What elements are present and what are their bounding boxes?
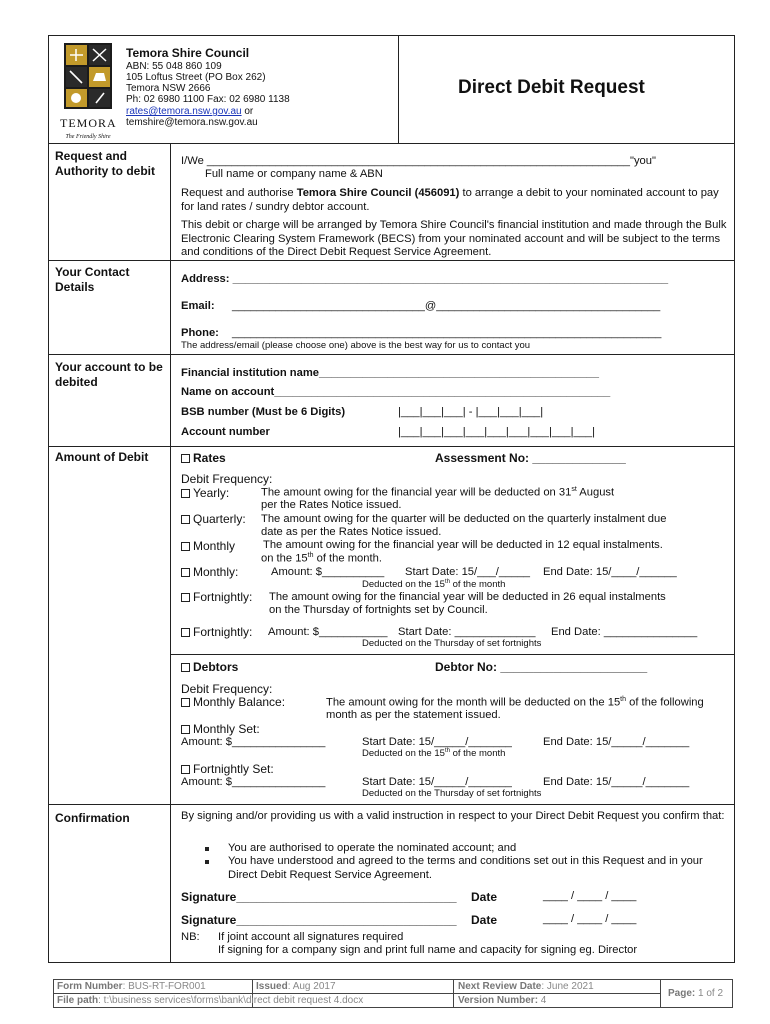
monthly2-note	[362, 579, 505, 590]
confirm-bullet-1: You are authorised to operate the nominated account; and	[228, 842, 517, 854]
monthly2-label: Monthly:	[193, 565, 239, 579]
monthly2-checkbox[interactable]	[181, 568, 190, 577]
date-1-label: Date	[471, 890, 498, 904]
bullet-dot	[205, 860, 209, 864]
signature-1[interactable]: Signature_________________________________	[181, 890, 457, 904]
fortnightly-desc-2: on the Thursday of fortnights set by Council.	[269, 604, 488, 616]
yearly-checkbox[interactable]	[181, 489, 190, 498]
account-number-boxes[interactable]: |___|___|___|___|___|___|___|___|___|	[398, 426, 596, 438]
form-number-value: : BUS-RT-FOR001	[122, 981, 206, 992]
org-name: Temora Shire Council	[126, 46, 250, 60]
email-line	[126, 106, 253, 117]
monthly-desc-2a: on the 15	[261, 552, 308, 565]
request-section-label: Request and Authority to debit	[55, 149, 155, 178]
confirm-bullet-2: You have understood and agreed to the terms and conditions set out in this Request and in your Direct Debit Request Service Agreement.	[228, 855, 703, 881]
confirmation-section-label: Confirmation	[55, 811, 130, 825]
quarterly-label: Quarterly:	[193, 512, 246, 526]
account-section-label: Your account to be debited	[55, 360, 163, 389]
signature-2[interactable]: Signature_________________________________	[181, 913, 457, 927]
fortnightly-option[interactable]	[181, 590, 252, 604]
quarterly-desc: The amount owing for the quarter will be deducted on the quarterly instalment due	[261, 513, 667, 525]
fortnightly2-start[interactable]: Start Date: _____________	[398, 626, 536, 638]
institution-field[interactable]: Financial institution name_____________________________________________	[181, 367, 599, 379]
form-number	[57, 980, 206, 992]
phone-fax: Ph: 02 6980 1100 Fax: 02 6980 1138	[126, 94, 290, 105]
quarterly-checkbox[interactable]	[181, 515, 190, 524]
yearly-option[interactable]	[181, 486, 229, 500]
logo-tagline: The Friendly Shire	[65, 134, 111, 140]
ms-note-sup: th	[444, 748, 450, 754]
fortnightly2-note: Deducted on the Thursday of set fortnights	[362, 638, 542, 649]
council-logo	[60, 41, 117, 140]
monthly-set-start[interactable]: Start Date: 15/_____/_______	[362, 736, 512, 748]
monthly-set-note	[362, 748, 505, 759]
mb-desc-b: of the following	[626, 696, 704, 709]
fortnightly-set-start[interactable]: Start Date: 15/_____/_______	[362, 776, 512, 788]
mb-desc-a: The amount owing for the month will be deducted on the 15	[326, 696, 621, 709]
yearly-desc-2: per the Rates Notice issued.	[261, 499, 402, 511]
issued	[256, 980, 336, 992]
fortnightly2-label: Fortnightly:	[193, 625, 253, 639]
review-label: Next Review Date	[458, 981, 542, 992]
monthly-set-option[interactable]	[181, 722, 260, 736]
monthly-desc: The amount owing for the financial year will be deducted in 12 equal instalments.	[263, 539, 663, 551]
mb-sup: th	[620, 696, 627, 703]
ms-note-b: of the month	[449, 748, 506, 760]
fortnightly2-checkbox[interactable]	[181, 628, 190, 637]
debtors-checkbox[interactable]	[181, 663, 190, 672]
fortnightly-set-note: Deducted on the Thursday of set fortnights	[362, 788, 542, 799]
page-number	[668, 987, 723, 999]
phone-field[interactable]: _____________________________________________________________________	[232, 327, 662, 339]
monthly-balance-option[interactable]	[181, 695, 285, 709]
fortnightly-set-label: Fortnightly Set:	[193, 762, 274, 776]
monthly2-note-sup: th	[444, 579, 450, 585]
monthly2-start[interactable]: Start Date: 15/___/_____	[405, 566, 531, 578]
monthly-set-label: Monthly Set:	[193, 722, 260, 736]
date-2-field[interactable]: ____ / ____ / ____	[543, 913, 637, 925]
monthly-set-amount[interactable]: Amount: $_______________	[181, 736, 326, 748]
monthly-sup: th	[307, 552, 314, 559]
temshire-email: temshire@temora.nsw.gov.au	[126, 117, 258, 128]
street-address: 105 Loftus Street (PO Box 262)	[126, 72, 266, 83]
monthly2-note-a: Deducted on the 15	[362, 579, 445, 591]
fortnightly2-amount[interactable]: Amount: $___________	[268, 626, 388, 638]
town-address: Temora NSW 2666	[126, 83, 211, 94]
version-label: Version Number:	[458, 995, 539, 1006]
email-label: Email:	[181, 300, 215, 312]
abn: ABN: 55 048 860 109	[126, 61, 222, 72]
monthly-balance-desc	[326, 696, 704, 709]
fortnightly-set-end[interactable]: End Date: 15/_____/_______	[543, 776, 690, 788]
debtors-label: Debtors	[193, 660, 239, 674]
bullet-dot	[205, 847, 209, 851]
email-or: or	[241, 106, 254, 117]
bsb-label: BSB number (Must be 6 Digits)	[181, 406, 346, 418]
page-title: Direct Debit Request	[458, 77, 645, 98]
fortnightly2-end[interactable]: End Date: _______________	[551, 626, 698, 638]
fortnightly-set-checkbox[interactable]	[181, 765, 190, 774]
nb-line-2: If signing for a company sign and print full name and capacity for signing eg. Director	[218, 944, 638, 956]
issued-value: : Aug 2017	[287, 981, 336, 992]
fortnightly-set-option[interactable]	[181, 762, 274, 776]
authorise-post: to arrange a debit to your nominated account to pay for land rates / sundry debtor account.	[181, 187, 719, 213]
version-number	[458, 994, 546, 1006]
fortnightly-checkbox[interactable]	[181, 593, 190, 602]
amount-section-label: Amount of Debit	[55, 450, 149, 464]
nb-line-1: If joint account all signatures required	[218, 931, 404, 943]
monthly-set-amount-option[interactable]	[181, 565, 238, 579]
nb-label: NB:	[181, 931, 200, 943]
logo-text: TEMORA	[60, 116, 117, 130]
address-field[interactable]: Address: ______________________________________________________________________	[181, 273, 669, 285]
quarterly-option[interactable]	[181, 512, 246, 526]
rates-checkbox[interactable]	[181, 454, 190, 463]
rates-email-link[interactable]: rates@temora.nsw.gov.au	[126, 106, 242, 117]
account-number-label: Account number	[181, 426, 270, 438]
contact-section-label: Your Contact Details	[55, 265, 130, 294]
phone-label: Phone:	[181, 327, 219, 339]
fortnightly-desc: The amount owing for the financial year will be deducted in 26 equal instalments	[269, 591, 666, 603]
authorise-text	[181, 187, 729, 214]
page-value: 1 of 2	[695, 988, 724, 999]
becs-text: This debit or charge will be arranged by Temora Shire Council's financial institution and made through the Bulk Electronic Clearing System Framework (BECS) from your nominated account and will be subject to the terms and conditions of the Direct Debit Request Service Agreement.	[181, 219, 727, 258]
debit-frequency-label: Debit Frequency:	[181, 472, 273, 486]
monthly-desc-2b: of the month.	[313, 552, 382, 565]
monthly-balance-desc-2: month as per the statement issued.	[326, 709, 501, 721]
authorise-pre: Request and authorise	[181, 187, 297, 199]
review-value: : June 2021	[541, 981, 594, 992]
file-path	[57, 994, 363, 1006]
authorise-council: Temora Shire Council (456091)	[296, 187, 460, 199]
crest-icon	[60, 41, 116, 113]
rates-label: Rates	[193, 451, 226, 465]
rates-option[interactable]	[181, 451, 226, 465]
confirmation-intro: By signing and/or providing us with a valid instruction in respect to your Direct Debit Request you confirm that:	[181, 810, 725, 822]
review-date	[458, 980, 594, 992]
yearly-desc-b: August	[576, 486, 615, 499]
yearly-desc-a: The amount owing for the financial year will be deducted on 31	[261, 486, 572, 499]
monthly2-end[interactable]: End Date: 15/____/______	[543, 566, 677, 578]
fortnightly-label: Fortnightly:	[193, 590, 253, 604]
monthly-balance-label: Monthly Balance:	[193, 695, 286, 709]
yearly-label: Yearly:	[193, 486, 230, 500]
bsb-boxes[interactable]: |___|___|___| - |___|___|___|	[398, 406, 544, 418]
iwe-line[interactable]: I/We ____________________________________________________________________"you"	[181, 155, 656, 167]
debit-frequency-label-2: Debit Frequency:	[181, 682, 273, 696]
ms-note-a: Deducted on the 15	[362, 748, 445, 760]
email-field[interactable]: _______________________________@____________________________________	[232, 300, 661, 312]
monthly-checkbox[interactable]	[181, 542, 190, 551]
monthly-set-checkbox[interactable]	[181, 725, 190, 734]
fortnightly-set-amount-option[interactable]	[181, 625, 252, 639]
yearly-desc	[261, 486, 614, 499]
monthly-balance-checkbox[interactable]	[181, 698, 190, 707]
quarterly-desc-2: date as per the Rates Notice issued.	[261, 526, 442, 538]
monthly-option[interactable]	[181, 539, 235, 553]
monthly2-amount[interactable]: Amount: $__________	[271, 566, 385, 578]
monthly-label: Monthly	[193, 539, 236, 553]
fortnightly-set-amount[interactable]: Amount: $_______________	[181, 776, 326, 788]
yearly-sup: st	[571, 486, 577, 493]
monthly-desc-2	[261, 552, 382, 565]
path-value: : t:\business services\forms\bank\direct debit request 4.docx	[98, 995, 364, 1006]
version-value: 4	[538, 995, 547, 1006]
form-number-label: Form Number	[57, 981, 123, 992]
date-1-field[interactable]: ____ / ____ / ____	[543, 890, 637, 902]
path-label: File path	[57, 995, 99, 1006]
debtors-option[interactable]	[181, 660, 238, 674]
fullname-caption: Full name or company name & ABN	[205, 168, 383, 180]
assessment-field[interactable]: Assessment No: ______________	[435, 451, 626, 465]
date-2-label: Date	[471, 913, 498, 927]
account-name-field[interactable]: Name on account______________________________________________________	[181, 386, 611, 398]
debtor-number-field[interactable]: Debtor No: ______________________	[435, 660, 648, 674]
contact-note: The address/email (please choose one) above is the best way for us to contact you	[181, 340, 531, 351]
monthly-set-end[interactable]: End Date: 15/_____/_______	[543, 736, 690, 748]
issued-label: Issued	[256, 981, 288, 992]
monthly2-note-b: of the month	[449, 579, 506, 591]
page-label: Page:	[668, 988, 696, 999]
